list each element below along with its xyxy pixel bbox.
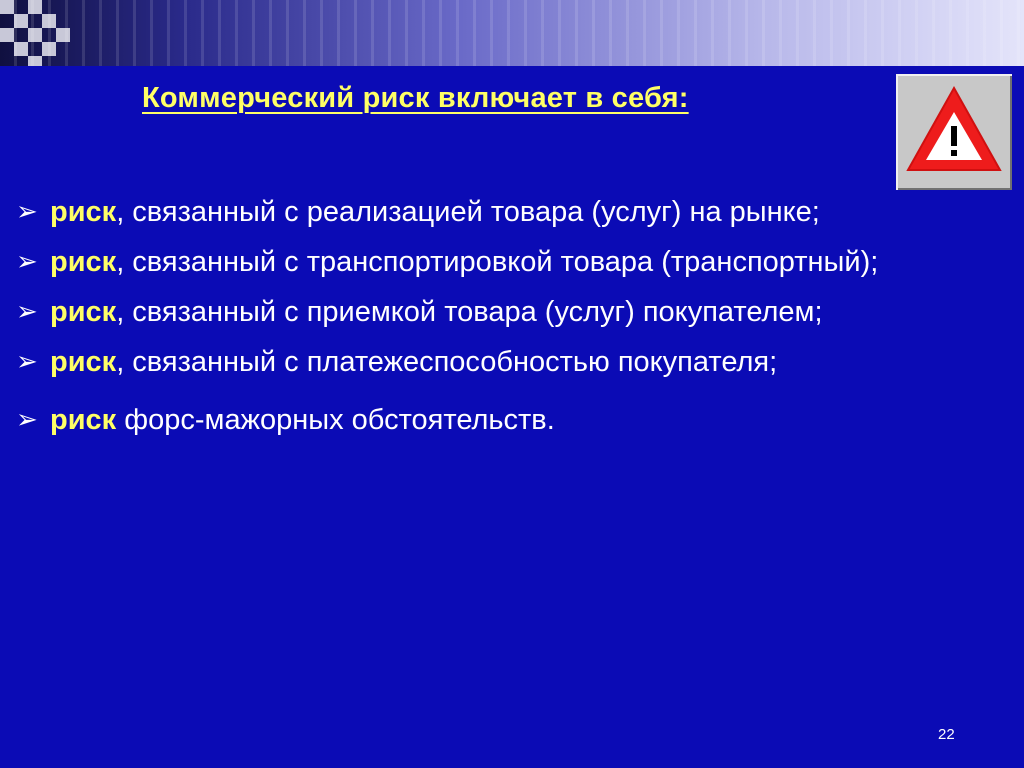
slide-title: Коммерческий риск включает в себя: — [142, 82, 689, 114]
arrow-bullet-icon: ➢ — [16, 247, 38, 277]
list-item-text: форс-мажорных обстоятельств. — [116, 404, 555, 436]
list-item-keyword: риск — [50, 404, 117, 436]
banner-rule — [0, 66, 1024, 69]
list-item — [14, 190, 1004, 234]
arrow-bullet-icon: ➢ — [16, 405, 38, 435]
arrow-bullet-icon: ➢ — [16, 197, 38, 227]
list-item — [14, 398, 1004, 442]
list-item — [14, 340, 1004, 384]
checker-decoration — [0, 0, 80, 66]
bullet-list — [14, 190, 1004, 442]
list-item-keyword: риск — [50, 346, 117, 378]
list-item — [14, 290, 1004, 334]
list-item-text: , связанный с реализацией товара (услуг) на рынке; — [116, 196, 820, 228]
page-number: 22 — [938, 726, 955, 743]
warning-triangle-icon — [896, 74, 1012, 190]
top-banner — [0, 0, 1024, 66]
list-item-text: , связанный с транспортировкой товара (транспортный); — [116, 246, 879, 278]
list-item-keyword: риск — [50, 246, 117, 278]
list-item — [14, 240, 1004, 284]
list-item-text: , связанный с платежеспособностью покупателя; — [116, 346, 778, 378]
list-item-keyword: риск — [50, 196, 117, 228]
list-item-keyword: риск — [50, 296, 117, 328]
arrow-bullet-icon: ➢ — [16, 297, 38, 327]
arrow-bullet-icon: ➢ — [16, 347, 38, 377]
list-item-text: , связанный с приемкой товара (услуг) покупателем; — [116, 296, 823, 328]
